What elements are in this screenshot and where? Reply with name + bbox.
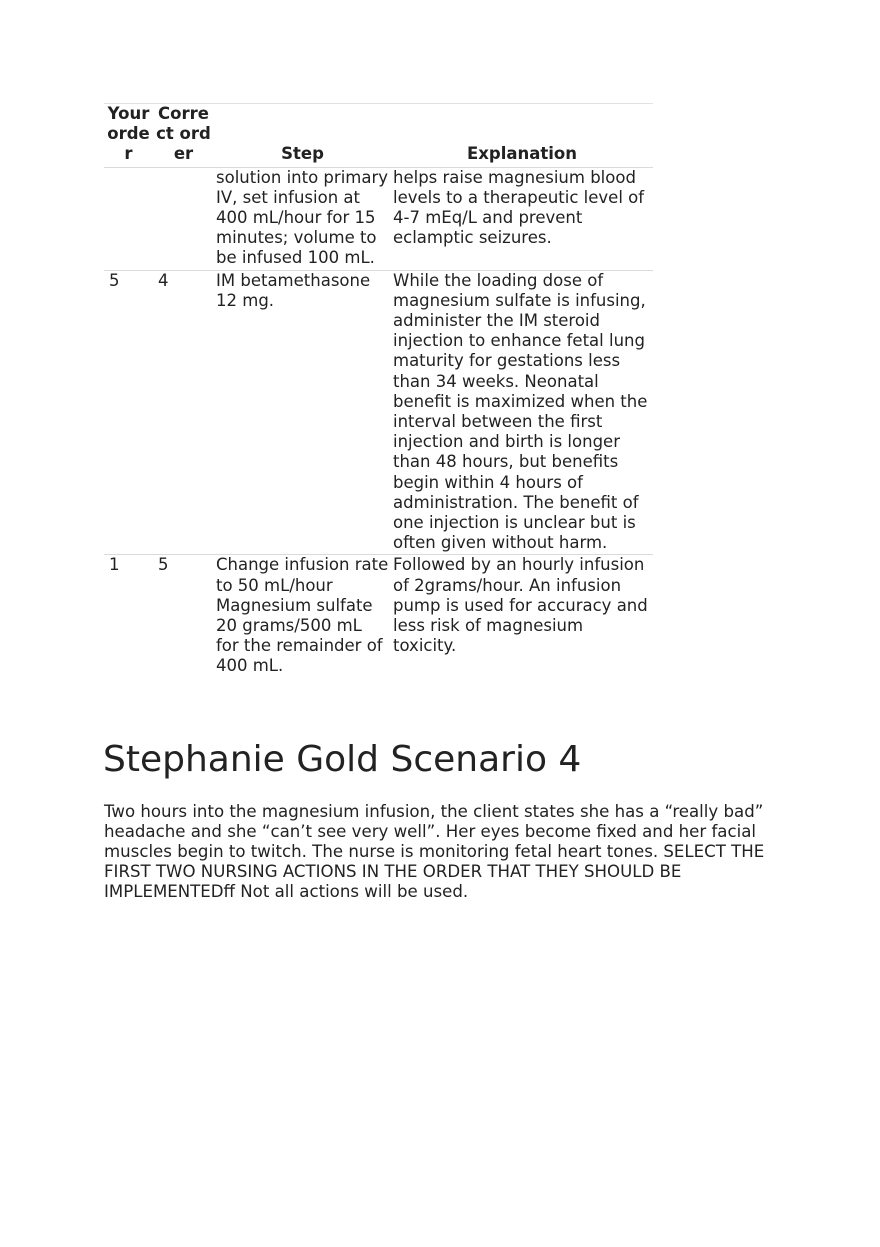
table-body xyxy=(104,167,653,678)
header-correct-order: Correct order xyxy=(156,104,211,164)
correct-order-cell: 5 xyxy=(158,555,169,575)
correct-order-cell xyxy=(153,167,214,270)
step-cell: solution into primary IV, set infusion at 400 mL/hour for 15 minutes; volume to be infused 100 mL. xyxy=(216,167,389,268)
table-row xyxy=(104,167,653,270)
table-header-row xyxy=(104,104,653,168)
explanation-cell: While the loading dose of magnesium sulfate is infusing, administer the IM steroid injection to enhance fetal lung maturity for gestations less than 34 weeks. Neonatal benefit is maximized when the interval between the first injection and birth is longer than 48 hours, but benefits begin within 4 hours of administration. The benefit of one injection is unclear but is often given without harm. xyxy=(393,270,648,553)
correct-order-cell: 4 xyxy=(158,270,169,290)
your-order-cell: 5 xyxy=(109,270,120,290)
your-order-cell xyxy=(104,167,153,270)
scenario-title: Stephanie Gold Scenario 4 xyxy=(103,739,582,780)
header-step: Step xyxy=(281,144,324,164)
step-cell: Change infusion rate to 50 mL/hour Magnesium sulfate 20 grams/500 mL for the remainder of 400 mL. xyxy=(216,555,389,676)
explanation-cell: helps raise magnesium blood levels to a therapeutic level of 4-7 mEq/L and prevent eclamptic seizures. xyxy=(393,167,645,248)
explanation-cell: Followed by an hourly infusion of 2grams/hour. An infusion pump is used for accuracy and less risk of magnesium toxicity. xyxy=(393,555,648,656)
header-your-order: Your order xyxy=(107,104,150,164)
header-explanation: Explanation xyxy=(466,144,578,164)
order-steps-table xyxy=(104,103,653,678)
step-cell: IM betamethasone 12 mg. xyxy=(216,270,371,310)
table-header xyxy=(104,104,653,168)
table-row xyxy=(104,555,653,678)
scenario-body: Two hours into the magnesium infusion, the client states she has a “really bad” headache and she “can’t see very well”. Her eyes become fixed and her facial muscles begin to twitch. The nurse is monitoring fetal heart tones. SELECT THE FIRST TWO NURSING ACTIONS IN THE ORDER THAT THEY SHOULD BE IMPLEMENTEDff Not all actions will be used. xyxy=(104,802,765,902)
table-row xyxy=(104,270,653,555)
your-order-cell: 1 xyxy=(109,555,120,575)
